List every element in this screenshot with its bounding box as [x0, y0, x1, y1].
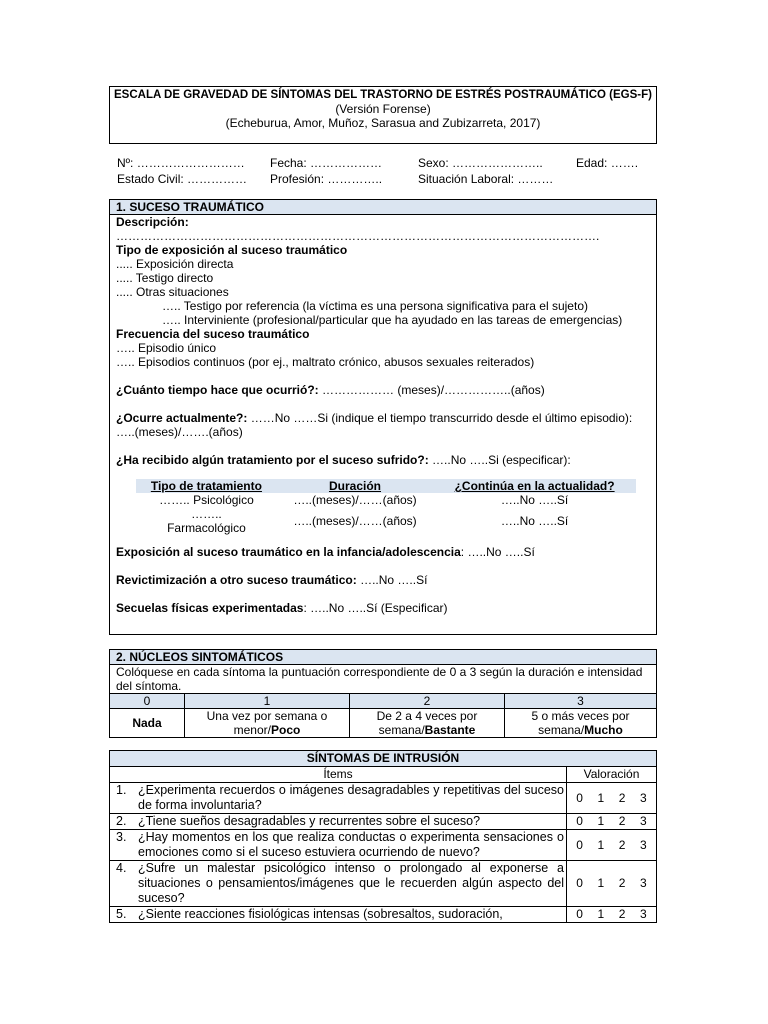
ocurre-value: ……No ……Si (indique el tiempo transcurrido desde el último episodio): …..(meses)/…….(años): [116, 411, 633, 439]
scale-label: [505, 709, 657, 738]
item-text: ¿Siente reacciones fisiológicas intensas (sobresaltos, sudoración,: [138, 907, 503, 921]
item-number: 3.: [116, 830, 127, 844]
treat-cell[interactable]: …….. Psicológico: [159, 493, 254, 507]
frecuencia-title: Frecuencia del suceso traumático: [116, 327, 310, 341]
col-items: Ítems: [110, 767, 567, 783]
scale-bold: Mucho: [584, 723, 623, 737]
tipo-item[interactable]: ..... Otras situaciones: [116, 285, 229, 299]
frecuencia-item[interactable]: ….. Episodios continuos (por ej., maltrato crónico, abusos sexuales reiterados): [116, 355, 535, 369]
tipo-item[interactable]: ..... Testigo directo: [116, 271, 214, 285]
field-sexo[interactable]: Sexo: …………………..: [418, 156, 543, 170]
scale-bold: Bastante: [424, 723, 476, 737]
infancia-label: Exposición al suceso traumático en la infancia/adolescencia: [116, 545, 461, 559]
treat-header: Tipo de tratamiento: [136, 479, 277, 493]
value-0[interactable]: 0: [576, 837, 583, 852]
value-1[interactable]: 1: [597, 814, 605, 828]
field-edad[interactable]: Edad: …….: [576, 156, 639, 170]
item-row: [110, 783, 567, 814]
item-row: [110, 830, 567, 861]
field-situacion-laboral[interactable]: Situación Laboral: ………: [418, 172, 554, 186]
item-number: 4.: [116, 861, 127, 875]
revict-label: Revictimización a otro suceso traumático:: [116, 573, 357, 587]
scale-label: [185, 709, 350, 738]
item-number: 5.: [116, 907, 127, 921]
item-values[interactable]: [567, 830, 657, 861]
item-number: 2.: [116, 814, 127, 828]
cuanto-label: ¿Cuánto tiempo hace que ocurrió?:: [116, 383, 319, 397]
value-0[interactable]: 0: [576, 790, 583, 805]
item-values[interactable]: [567, 814, 657, 830]
field-numero[interactable]: Nº: ………………………: [117, 156, 245, 170]
scale-label: Nada: [110, 709, 185, 738]
cuanto-value: ……………… (meses)/……………..(años): [318, 383, 545, 397]
scale-number: 2: [350, 694, 505, 709]
scale-number: 0: [110, 694, 185, 709]
tratamiento-question[interactable]: [116, 453, 652, 467]
field-fecha[interactable]: Fecha: ………………: [270, 156, 383, 170]
treat-cell[interactable]: …..No …..Sí: [500, 514, 569, 528]
ocurre-question[interactable]: [116, 411, 652, 439]
value-1[interactable]: 1: [597, 837, 605, 852]
section2-instructions: Colóquese en cada síntoma la puntuación correspondiente de 0 a 3 según la duración e intensidad del síntoma.: [110, 665, 657, 694]
tratamiento-label: ¿Ha recibido algún tratamiento por el suceso sufrido?:: [116, 453, 429, 467]
value-2[interactable]: 2: [618, 814, 626, 828]
item-values[interactable]: [567, 861, 657, 907]
form-title: ESCALA DE GRAVEDAD DE SÍNTOMAS DEL TRASTORNO DE ESTRÉS POSTRAUMÁTICO (EGS-F): [114, 89, 652, 101]
item-values[interactable]: [567, 907, 657, 923]
tratamiento-value: …..No …..Si (especificar):: [428, 453, 571, 467]
value-3[interactable]: 3: [640, 907, 647, 921]
item-row: [110, 814, 567, 830]
otras-item[interactable]: ….. Interviniente (profesional/particular que ha ayudado en las tareas de emergencias): [162, 313, 623, 327]
infancia-value: : …..No …..Sí: [460, 545, 535, 559]
col-valoracion: Valoración: [567, 767, 657, 783]
item-row: [110, 861, 567, 907]
item-text: ¿Hay momentos en los que realiza conductas o experimenta sensaciones o emociones como si el suceso estuviera ocurriendo de nuevo?: [138, 830, 564, 859]
field-profesion[interactable]: Profesión: …………..: [270, 172, 383, 186]
treatment-table: [136, 479, 636, 535]
scale-label: [350, 709, 505, 738]
secuelas-question[interactable]: [116, 601, 652, 615]
value-2[interactable]: 2: [618, 876, 626, 890]
value-1[interactable]: 1: [597, 790, 605, 805]
treat-cell[interactable]: …..No …..Sí: [500, 493, 569, 507]
value-3[interactable]: 3: [640, 814, 647, 828]
value-1[interactable]: 1: [597, 876, 605, 890]
descripcion-label: Descripción:: [116, 215, 189, 229]
frecuencia-item[interactable]: ….. Episodio único: [116, 341, 217, 355]
secuelas-label: Secuelas físicas experimentadas: [116, 601, 304, 615]
item-row: [110, 907, 567, 923]
tipo-exposicion-title: Tipo de exposición al suceso traumático: [116, 243, 348, 257]
infancia-question[interactable]: [116, 545, 652, 559]
item-text: ¿Experimenta recuerdos o imágenes desagradables y repetitivas del suceso de forma involuntaria?: [138, 783, 564, 812]
revict-value: …..No …..Sí: [356, 573, 428, 587]
section-sintomas-intrusion: [109, 750, 657, 923]
revictimizacion-question[interactable]: [116, 573, 652, 587]
value-2[interactable]: 2: [618, 837, 626, 852]
scale-desc: 5 o más veces por semana/: [531, 709, 630, 737]
otras-item[interactable]: ….. Testigo por referencia (la víctima es una persona significativa para el sujeto): [162, 299, 588, 313]
item-text: ¿Sufre un malestar psicológico intenso o prolongado al exponerse a situaciones o pensamientos/imágenes que le recuerden algún aspecto del suceso?: [138, 861, 564, 905]
descripcion-field[interactable]: ………………………………………………………………………………………………………….: [116, 229, 600, 243]
value-1[interactable]: 1: [597, 907, 605, 921]
value-0[interactable]: 0: [576, 907, 583, 921]
treat-cell[interactable]: …..(meses)/……(años): [293, 493, 417, 507]
cuanto-tiempo-question[interactable]: [116, 383, 652, 397]
field-estado-civil[interactable]: Estado Civil: ……………: [117, 172, 248, 186]
form-authors: (Echeburua, Amor, Muñoz, Sarasua and Zubizarreta, 2017): [225, 116, 541, 130]
ocurre-label: ¿Ocurre actualmente?:: [116, 411, 248, 425]
treat-cell[interactable]: …….. Farmacológico: [167, 507, 246, 535]
value-2[interactable]: 2: [618, 790, 626, 805]
scale-number: 3: [505, 694, 657, 709]
scale-desc: Una vez por semana o menor/: [206, 709, 328, 737]
item-number: 1.: [116, 783, 127, 797]
header-box: [109, 86, 657, 144]
scale-bold: Poco: [271, 723, 301, 737]
treat-cell[interactable]: …..(meses)/……(años): [293, 514, 417, 528]
section-nucleos-sintomaticos: [109, 649, 657, 738]
scale-number: 1: [185, 694, 350, 709]
item-values[interactable]: [567, 783, 657, 814]
value-2[interactable]: 2: [618, 907, 626, 921]
item-text: ¿Tiene sueños desagradables y recurrentes sobre el suceso?: [138, 814, 481, 828]
section-suceso-traumatico: [109, 199, 657, 635]
value-3[interactable]: 3: [640, 876, 647, 890]
secuelas-value: : …..No …..Sí (Especificar): [303, 601, 448, 615]
value-3[interactable]: 3: [640, 790, 647, 805]
section2-title: 2. NÚCLEOS SINTOMÁTICOS: [110, 650, 657, 665]
value-0[interactable]: 0: [576, 876, 583, 890]
section3-title: SÍNTOMAS DE INTRUSIÓN: [110, 751, 657, 767]
value-3[interactable]: 3: [640, 837, 647, 852]
section1-title: 1. SUCESO TRAUMÁTICO: [110, 200, 656, 215]
treat-header: Duración: [277, 479, 433, 493]
tipo-item[interactable]: ..... Exposición directa: [116, 257, 234, 271]
form-version: (Versión Forense): [335, 102, 431, 116]
treat-header: ¿Continúa en la actualidad?: [433, 479, 636, 493]
value-0[interactable]: 0: [576, 814, 583, 828]
scale-desc: De 2 a 4 veces por semana/: [376, 709, 478, 737]
